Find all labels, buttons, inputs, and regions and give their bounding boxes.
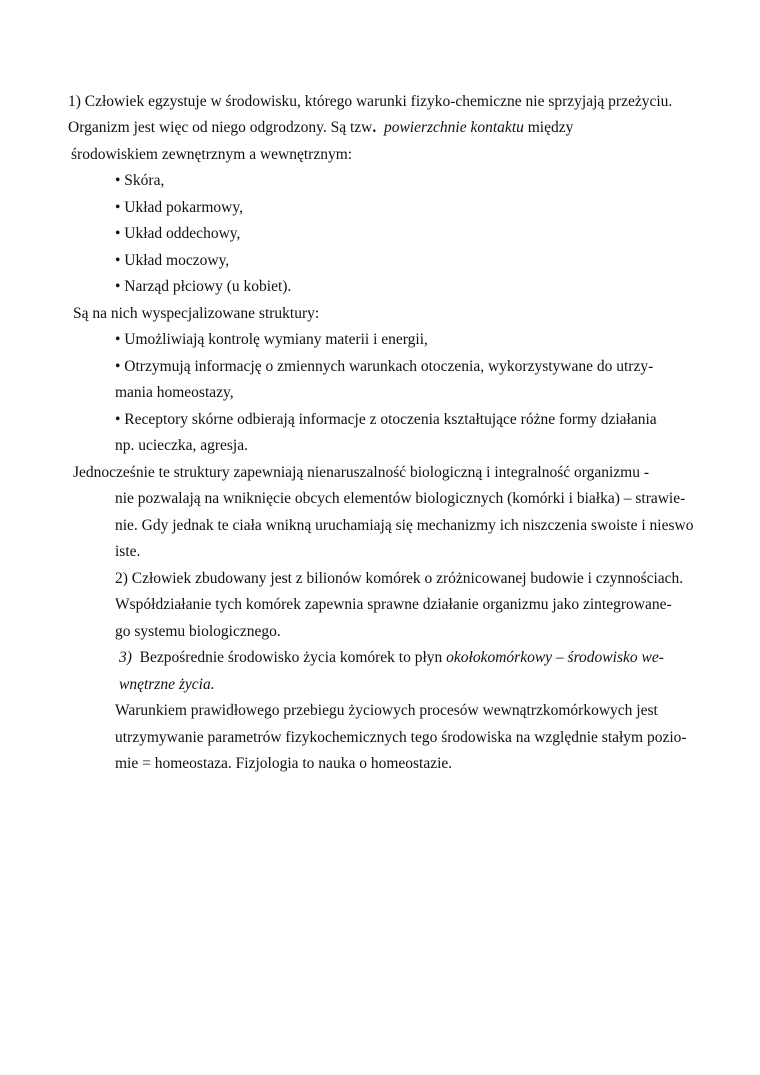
list-item-skin: • Skóra,	[115, 172, 165, 189]
p2-intro: Są na nich wyspecjalizowane struktury:	[73, 305, 320, 322]
structure-item-2-line-2: mania homeostazy,	[115, 384, 234, 401]
list-item-respiratory: • Układ oddechowy,	[115, 225, 241, 242]
contact-surfaces-term: powierzchnie kontaktu	[383, 119, 524, 136]
p3-line-2: nie pozwalają na wniknięcie obcych elementów biologicznych (komórki i białka) – strawie-	[115, 490, 686, 507]
p6-line-3: mie = homeostaza. Fizjologia to nauka o homeostazie.	[115, 755, 453, 772]
p4-line-3: go systemu biologicznego.	[115, 623, 281, 640]
p3-line-1: Jednocześnie te struktury zapewniają nienaruszalność biologiczną i integralność organizmu -	[73, 464, 650, 481]
list-item-digestive: • Układ pokarmowy,	[115, 199, 243, 216]
structure-item-3-line-2: np. ucieczka, agresja.	[115, 437, 248, 454]
structure-item-1: • Umożliwiają kontrolę wymiany materii i energii,	[115, 331, 428, 348]
p5-line-1	[119, 648, 664, 668]
p4-line-2: Współdziałanie tych komórek zapewnia sprawne działanie organizmu jako zintegrowane-	[115, 596, 672, 613]
p1-line-2	[68, 118, 573, 138]
p1-line-2-text: Organizm jest więc od niego odgrodzony. Są tzw	[68, 119, 373, 136]
p5-text: Bezpośrednie środowisko życia komórek to płyn	[139, 649, 447, 666]
p1-line-3: środowiskiem zewnętrznym a wewnętrznym:	[71, 146, 353, 163]
list-item-reproductive: • Narząd płciowy (u kobiet).	[115, 278, 292, 295]
p1-line-2-end: między	[523, 119, 574, 136]
p1-line-2-dot: .	[372, 119, 377, 136]
p3-line-4: iste.	[115, 543, 141, 560]
structure-item-2-line-1: • Otrzymują informację o zmiennych warunkach otoczenia, wykorzystywane do utrzy-	[115, 358, 654, 375]
p5-line-2: wnętrzne życia.	[119, 676, 215, 693]
p6-line-1: Warunkiem prawidłowego przebiegu życiowych procesów wewnątrzkomórkowych jest	[115, 702, 658, 719]
extracellular-term: okołokomórkowy – środowisko we-	[446, 649, 664, 666]
p3-line-3: nie. Gdy jednak te ciała wnikną uruchamiają się mechanizmy ich niszczenia swoiste i nieswo	[115, 517, 694, 534]
structure-item-3-line-1: • Receptory skórne odbierają informacje z otoczenia kształtujące różne formy działania	[115, 411, 657, 428]
list-item-urinary: • Układ moczowy,	[115, 252, 230, 269]
p1-line-1: 1) Człowiek egzystuje w środowisku, którego warunki fizyko-chemiczne nie sprzyjają przeżyciu.	[68, 93, 673, 110]
p5-number: 3)	[119, 649, 132, 666]
p4-line-1: 2) Człowiek zbudowany jest z bilionów komórek o zróżnicowanej budowie i czynnościach.	[115, 570, 684, 587]
p6-line-2: utrzymywanie parametrów fizykochemicznych tego środowiska na względnie stałym pozio-	[115, 729, 687, 746]
